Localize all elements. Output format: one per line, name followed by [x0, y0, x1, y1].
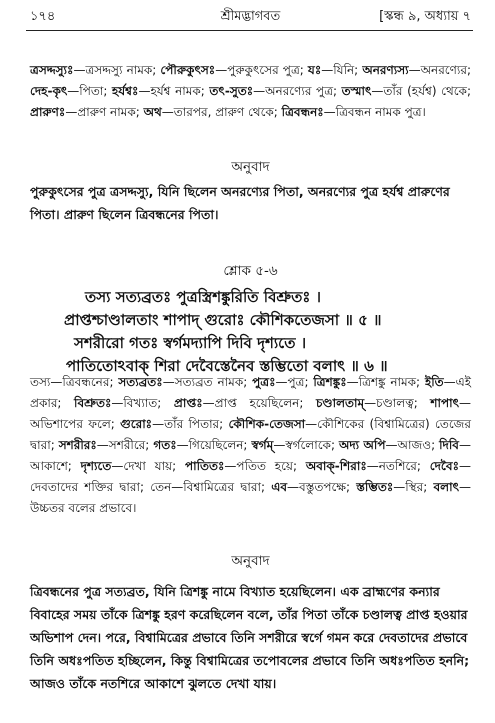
sanskrit-term: গতঃ	[153, 438, 177, 452]
book-title: শ্রীমদ্ভাগবত	[220, 9, 281, 24]
header-rule	[26, 30, 473, 31]
translation-2-block	[30, 540, 471, 720]
verse-line: প্রাপ্তশ্চাণ্ডালতাং শাপাদ্ গুরোঃ কৌশিকতেজসা ॥ ৫ ॥	[64, 311, 382, 329]
translation-heading-1: অনুবাদ	[231, 159, 270, 175]
sanskrit-term: স্বর্গম্	[251, 438, 274, 452]
term-gloss: —অনরণ্যের পুত্র;	[253, 84, 342, 98]
term-gloss: —তাঁর পিতার;	[152, 417, 229, 431]
verse-line: পাতিতোঽবাক্ শিরা দেবৈস্তেনৈব স্তম্ভিতো বলাৎ ॥ ৬ ॥	[66, 357, 388, 375]
sanskrit-term: তৎ-সুতঃ	[209, 84, 254, 98]
term-gloss: —দেবতাদের শক্তির দ্বারা;	[30, 459, 472, 494]
sanskrit-term: কৌশিক-তেজসা	[228, 417, 306, 431]
term-gloss: —গিয়েছিলেন;	[176, 438, 252, 452]
translation-2: ত্রিবন্ধনের পুত্র সত্যব্রত, যিনি ত্রিশঙ্কু নামে বিখ্যাত হয়েছিলেন। এক ব্রাহ্মণের কন্যার বিবাহের সময় তাঁকে ত্রিশঙ্কু হরণ করেছিলেন বলে, তাঁর পিতা তাঁকে চণ্ডালত্ব প্রাপ্ত হওয়ার অভিশাপ দেন। পরে, বিশ্বামিত্রের প্রভাবে তিনি সশরীরে স্বর্গে গমন করে দেবতাদের প্রভাবে তিনি অধঃপতিত হচ্ছিলেন, কিন্তু বিশ্বামিত্রের তপোবলের প্রভাবে তিনি অধঃপতিত হননি; আজও তাঁকে নতশিরে আকাশে ঝুলতে দেখা যায়।	[30, 584, 470, 691]
term-gloss: —ত্রিবন্ধন নামক পুত্র।	[323, 105, 426, 119]
term-gloss: তেন	[150, 480, 172, 494]
term-gloss: —এই প্রকার;	[30, 375, 472, 410]
verse-heading: শ্লোক ৫-৬	[223, 263, 278, 279]
term-gloss: —চণ্ডালত্ব;	[364, 396, 431, 410]
term-gloss: —ত্রিশঙ্কু নামক;	[346, 375, 425, 389]
translation-1: পুরুকুৎসের পুত্র ত্রসদ্দস্যু, যিনি ছিলেন অনরণ্যের পিতা, অনরণ্যের পুত্র হর্যশ্ব প্রারুণের পিতা। প্রারুণ ছিলেন ত্রিবন্ধনের পিতা।	[30, 184, 450, 222]
sanskrit-term: ইতি	[424, 375, 444, 389]
term-gloss: —পুরুকুৎসের পুত্র;	[215, 63, 308, 77]
term-gloss: —প্রাপ্ত হয়েছিলেন;	[202, 396, 316, 410]
term-gloss: তস্য	[30, 375, 51, 389]
term-gloss: —সশরীরে;	[96, 438, 154, 452]
term-gloss: —বস্তুতপক্ষে;	[287, 480, 357, 494]
sanskrit-term: প্রারুণঃ	[30, 105, 66, 119]
sanskrit-term: পুত্রঃ	[252, 375, 276, 389]
sanskrit-term: সশরীরঃ	[58, 438, 97, 452]
sanskrit-term: হর্যশ্বঃ	[111, 84, 139, 98]
term-gloss: —বিখ্যাত;	[111, 396, 174, 410]
sanskrit-term: ত্রসদ্দস্যুঃ	[30, 63, 74, 77]
sanskrit-term: স্তম্ভিতঃ	[356, 480, 394, 494]
sanskrit-term: চণ্ডালতাম্	[315, 396, 365, 410]
term-gloss: —উচ্চতর বলের প্রভাবে।	[30, 480, 471, 515]
term-gloss: —সত্যব্রত নামক;	[162, 375, 253, 389]
term-gloss: —দেখা যায়;	[111, 459, 185, 473]
term-gloss: —স্থির;	[393, 480, 434, 494]
sanskrit-term: দৃশ্যতে	[80, 459, 112, 473]
sanskrit-term: অথ	[143, 105, 162, 119]
sanskrit-term: প্রাপ্তঃ	[173, 396, 203, 410]
sanskrit-term: সত্যব্রতঃ	[118, 375, 163, 389]
term-gloss: —হর্যশ্ব নামক;	[138, 84, 210, 98]
term-gloss: —পিতা;	[67, 84, 112, 98]
sanskrit-term: এব	[271, 480, 288, 494]
sanskrit-term: ত্রিশঙ্কুঃ	[313, 375, 347, 389]
verse-line: সশরীরো গতঃ স্বর্গমদ্যাপি দিবি দৃশ্যতে ।	[74, 334, 307, 352]
sanskrit-term: অবাক্-শিরাঃ	[305, 459, 367, 473]
verse-lines	[30, 286, 471, 378]
verse-line: তস্য সত্যব্রতঃ পুত্রস্ত্রিশঙ্কুরিতি বিশ্রুতঃ ।	[85, 288, 321, 306]
page-header	[30, 5, 471, 29]
sanskrit-term: পৌরুকুৎসঃ	[160, 63, 216, 77]
term-gloss: —ত্রসদ্দস্যু নামক;	[73, 63, 161, 77]
sanskrit-term: দিবি	[439, 438, 459, 452]
sanskrit-term: গুরোঃ	[120, 417, 153, 431]
sanskrit-term: অনরণ্যস্য	[362, 63, 409, 77]
sanskrit-term: দেবৈঃ	[429, 459, 460, 473]
term-gloss: —তারপর, প্রারুণ থেকে;	[161, 105, 282, 119]
synonyms-1	[30, 60, 471, 123]
term-gloss: —বিশ্বামিত্রের দ্বারা;	[171, 480, 272, 494]
synonyms-2	[30, 372, 471, 519]
term-gloss: —আকাশে;	[30, 438, 471, 473]
page-number: ১৭৪	[30, 9, 56, 24]
term-gloss: —অভিশাপের ফলে;	[30, 396, 471, 431]
sanskrit-term: যঃ	[307, 63, 322, 77]
sanskrit-term: দেহ-কৃৎ	[30, 84, 68, 98]
verse-block	[30, 260, 471, 380]
sanskrit-term: পাতিতঃ	[184, 459, 225, 473]
term-gloss: —পুত্র;	[275, 375, 314, 389]
sanskrit-term: বিশ্রুতঃ	[74, 396, 112, 410]
term-gloss: —প্রারুণ নামক;	[65, 105, 144, 119]
sanskrit-term: ত্রিবন্ধনঃ	[281, 105, 324, 119]
sanskrit-term: অদ্য অপি	[338, 438, 386, 452]
term-gloss: —অনরণ্যের;	[408, 63, 471, 77]
synonyms-1-text	[30, 63, 471, 119]
term-gloss: —নতশিরে;	[366, 459, 430, 473]
synonyms-2-text	[30, 375, 471, 515]
term-gloss: —ত্রিবন্ধনের;	[50, 375, 119, 389]
term-gloss: —পতিত হয়ে;	[224, 459, 306, 473]
chapter-reference: [স্কন্ধ ৯, অধ্যায় ৭	[379, 9, 471, 24]
translation-heading-2: অনুবাদ	[231, 553, 270, 569]
term-gloss: —স্বর্গলোকে;	[273, 438, 339, 452]
term-gloss: —কৌশিকের (বিশ্বামিত্রের) তেজের দ্বারা;	[30, 417, 472, 452]
term-gloss: —আজও;	[385, 438, 440, 452]
sanskrit-term: বলাৎ	[433, 480, 459, 494]
term-gloss: —যিনি;	[321, 63, 363, 77]
sanskrit-term: শাপাৎ	[430, 396, 459, 410]
term-gloss: —তাঁর (হর্যশ্ব) থেকে;	[371, 84, 471, 98]
sanskrit-term: তস্মাৎ	[341, 84, 372, 98]
